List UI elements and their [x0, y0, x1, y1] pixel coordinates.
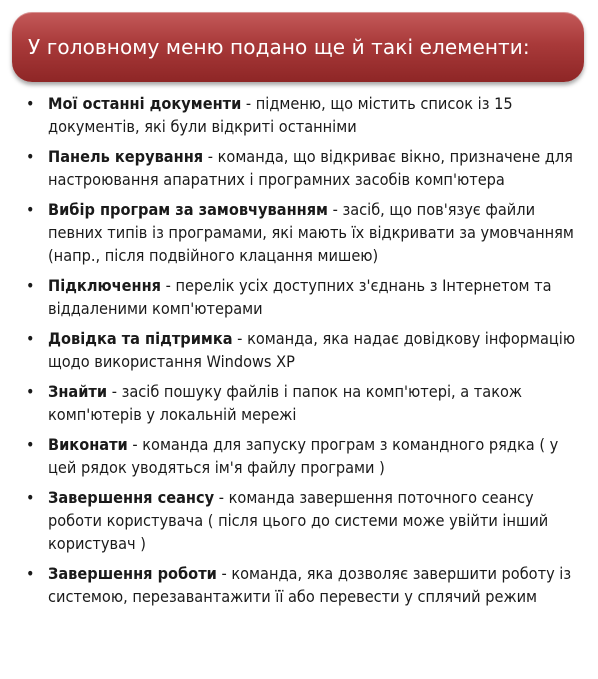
slide-title: У головному меню подано ще й такі елементи: [28, 35, 530, 59]
bullet-icon: • [26, 564, 35, 583]
bullet-icon: • [26, 94, 35, 113]
item-description: - підменю, що містить список із 15 документів, які були відкриті останніми [48, 94, 513, 136]
bullet-icon: • [26, 200, 35, 219]
item-term: Знайти [48, 382, 108, 401]
list-item [22, 145, 582, 191]
bullet-icon: • [26, 147, 35, 166]
bullet-icon: • [26, 488, 35, 507]
item-term: Підключення [48, 276, 162, 295]
item-term: Довідка та підтримка [48, 329, 233, 348]
bullet-icon: • [26, 329, 35, 348]
item-description: - команда, яка дозволяє завершити роботу із системою, перезавантажити її або перевести у сплячий режим [48, 564, 572, 606]
item-term: Завершення сеансу [48, 488, 215, 507]
item-description: - засіб, що пов'язує файли певних типів із програмами, які мають їх відкривати за умовчанням (напр., після подвійного клацання мишею) [48, 200, 574, 265]
item-description: - перелік усіх доступних з'єднань з Інтернетом та віддаленими комп'ютерами [48, 276, 552, 318]
item-term: Панель керування [48, 147, 204, 166]
item-description: - засіб пошуку файлів і папок на комп'ютері, а також комп'ютерів у локальній мережі [48, 382, 523, 424]
title-banner [12, 12, 584, 82]
bullet-icon: • [26, 435, 35, 454]
item-description: - команда завершення поточного сеансу роботи користувача ( після цього до системи може увійти інший користувач ) [48, 488, 549, 553]
list-item [22, 562, 582, 608]
item-term: Мої останні документи [48, 94, 242, 113]
bullet-icon: • [26, 276, 35, 295]
list-item [22, 433, 582, 479]
list-item [22, 327, 582, 373]
menu-items-list [22, 92, 582, 615]
item-description: - команда для запуску програм з командного рядка ( у цей рядок уводяться ім'я файлу програми ) [48, 435, 559, 477]
item-description: - команда, що відкриває вікно, призначене для настроювання апаратних і програмних засобів комп'ютера [48, 147, 573, 189]
list-item [22, 486, 582, 555]
item-term: Виконати [48, 435, 128, 454]
item-term: Вибір програм за замовчуванням [48, 200, 328, 219]
list-item [22, 380, 582, 426]
item-description: - команда, яка надає довідкову інформацію щодо використання Windows XP [48, 329, 576, 371]
bullet-icon: • [26, 382, 35, 401]
list-item [22, 92, 582, 138]
item-term: Завершення роботи [48, 564, 217, 583]
list-item [22, 198, 582, 267]
list-item [22, 274, 582, 320]
